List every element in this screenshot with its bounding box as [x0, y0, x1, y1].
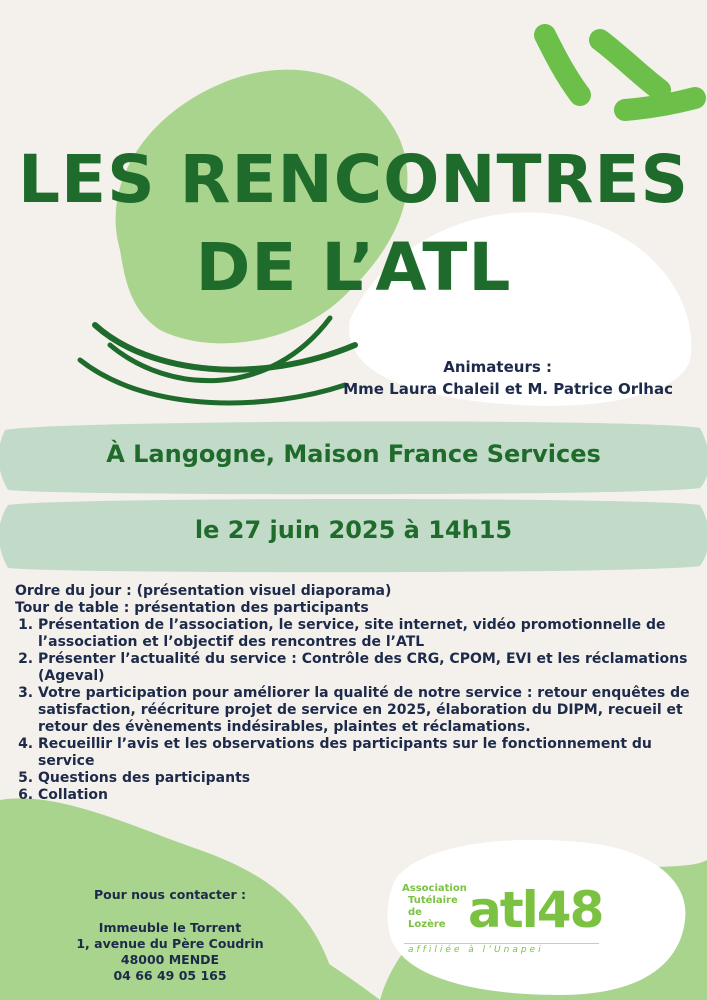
agenda-item: 3. Votre participation pour améliorer la qualité de notre service : retour enquêtes de satisfaction, réécriture projet de service en 2025, élaboration du DIPM, recueil et retour des évènements indésirables, plaintes et réclamations.	[38, 685, 695, 736]
ray-3	[625, 98, 695, 110]
agenda-intro-1: Ordre du jour : (présentation visuel diaporama)	[15, 583, 392, 599]
logo-tagline: affiliée à l’Unapei	[408, 945, 544, 955]
logo-association-text	[402, 883, 472, 931]
agenda-list	[15, 617, 695, 804]
title-line-1: LES RENCONTRES	[17, 141, 690, 218]
logo-line-3: Lozère	[408, 919, 446, 930]
animators-names: Mme Laura Chaleil et M. Patrice Orlhac	[343, 380, 673, 398]
agenda-item: 5. Questions des participants	[38, 770, 695, 787]
logo-line-1: Association	[402, 883, 467, 894]
contact-city: 48000 MENDE	[120, 952, 220, 967]
agenda-item: 4. Recueillir l’avis et les observations des participants sur le fonctionnement du service	[38, 736, 695, 770]
agenda-section	[15, 583, 695, 804]
date-text: le 27 juin 2025 à 14h15	[194, 516, 513, 544]
agenda-item: 6. Collation	[38, 787, 695, 804]
ray-1	[545, 35, 580, 95]
logo-line-2: Tutélaire de	[408, 895, 458, 918]
agenda-intro-2: Tour de table : présentation des participants	[15, 600, 369, 616]
agenda-item: 2. Présenter l’actualité du service : Contrôle des CRG, CPOM, EVI et les réclamations (Ageval)	[38, 651, 695, 685]
agenda-item: 1. Présentation de l’association, le service, site internet, vidéo promotionnelle de l’association et l’objectif des rencontres de l’ATL	[38, 617, 695, 651]
contact-heading: Pour nous contacter :	[93, 887, 247, 902]
contact-phone: 04 66 49 05 165	[113, 968, 227, 983]
location-text: À Langogne, Maison France Services	[106, 440, 601, 468]
logo-divider	[404, 943, 599, 944]
atl48-logo: atl48	[468, 881, 603, 939]
animators-label: Animateurs :	[443, 358, 552, 376]
contact-address-2: 1, avenue du Père Coudrin	[76, 936, 264, 951]
contact-address-1: Immeuble le Torrent	[98, 920, 242, 935]
ray-2	[600, 40, 660, 90]
title-line-2: DE L’ATL	[195, 229, 512, 306]
